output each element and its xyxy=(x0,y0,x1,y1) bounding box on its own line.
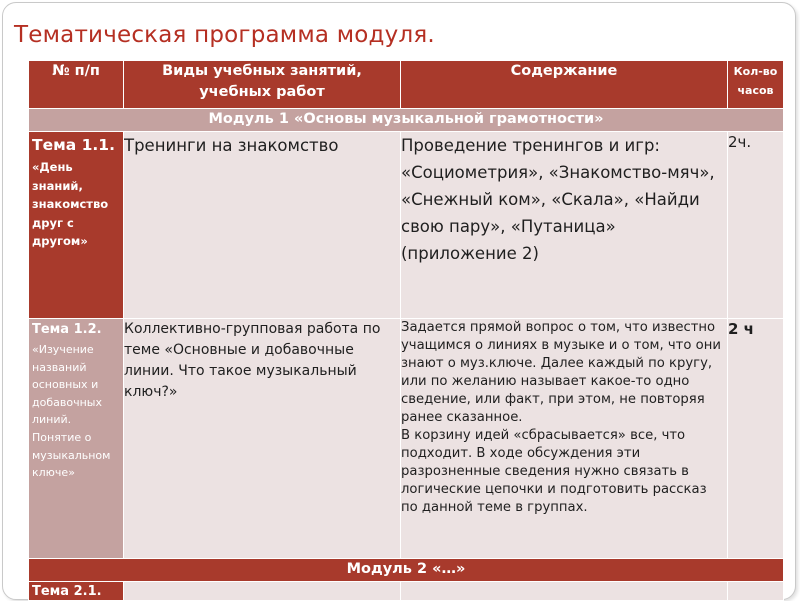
topic-cell xyxy=(29,132,124,319)
activity-cell xyxy=(124,582,401,601)
hours-cell xyxy=(728,582,784,601)
table-header-row xyxy=(29,61,784,109)
module-1-row xyxy=(29,109,784,132)
topic-cell xyxy=(29,319,124,559)
module-2-title: Модуль 2 «…» xyxy=(29,559,784,582)
module-2-row xyxy=(29,559,784,582)
hours-cell: 2 ч xyxy=(728,319,784,559)
hours-cell: 2ч. xyxy=(728,132,784,319)
activity-cell: Коллективно-групповая работа по теме «Основные и добавочные линии. Что такое музыкальный ключ?» xyxy=(124,319,401,559)
table-row xyxy=(29,132,784,319)
program-table xyxy=(28,60,784,601)
topic-name: Тема 1.1. xyxy=(32,136,115,154)
header-hours: Кол-во часов xyxy=(728,61,784,109)
topic-name: Тема 1.2. xyxy=(32,322,102,337)
topic-cell xyxy=(29,582,124,601)
header-types: Виды учебных занятий, учебных работ xyxy=(124,61,401,109)
slide-title: Тематическая программа модуля. xyxy=(14,22,435,48)
content-cell: Задается прямой вопрос о том, что известно учащимся о линиях в музыке и о том, что они знают о муз.ключе. Далее каждый по кругу, или по желанию называет какое-то одно сведение, или факт, при этом, не повторяя ранее сказанное. В корзину идей «сбрасывается» все, что подходит. В ходе обсуждения эти разрозненные сведения нужно связать в логические цепочки и подготовить рассказ по данной теме в группах. xyxy=(401,319,728,559)
header-num: № п/п xyxy=(29,61,124,109)
topic-name: Тема 2.1. xyxy=(32,584,102,599)
table-row xyxy=(29,319,784,559)
module-1-title: Модуль 1 «Основы музыкальной грамотности» xyxy=(29,109,784,132)
header-content: Содержание xyxy=(401,61,728,109)
activity-cell: Тренинги на знакомство xyxy=(124,132,401,319)
content-cell: Проведение тренингов и игр: «Социометрия», «Знакомство-мяч», «Снежный ком», «Скала», «Найди свою пару», «Путаница» (приложение 2) xyxy=(401,132,728,319)
topic-description: «День знаний, знакомство друг с другом» xyxy=(32,160,109,248)
content-cell xyxy=(401,582,728,601)
topic-description: «Изучение названий основных и добавочных линий. Понятие о музыкальном ключе» xyxy=(32,343,111,480)
table-row xyxy=(29,582,784,601)
